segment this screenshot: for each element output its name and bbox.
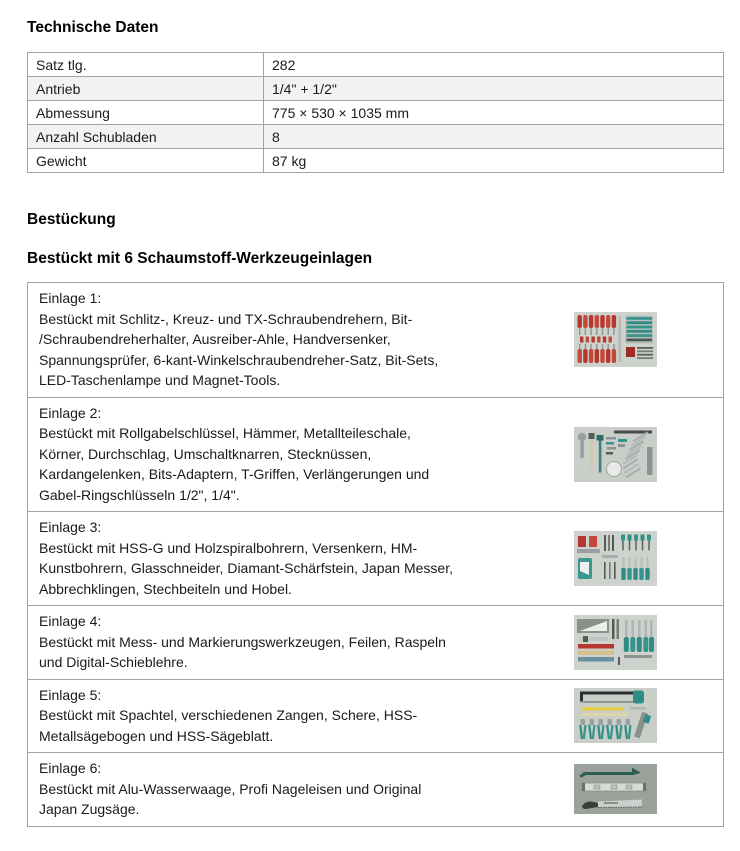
tech-value: 1/4" + 1/2" [272, 80, 337, 97]
einlage-6-text [28, 753, 564, 826]
einlage-1-image [574, 312, 657, 367]
einlage-line: Kunstbohrern, Glasschneider, Diamant-Schärfstein, Japan Messer, [39, 560, 453, 576]
einlage-5-image [574, 688, 657, 743]
saw-pliers-inlay-graphic [574, 688, 657, 743]
einlage-line: Abbrechklingen, Stechbeiteln und Hobel. [39, 580, 292, 597]
tech-row-schubladen [28, 125, 723, 149]
einlage-6-image [574, 764, 657, 814]
einlage-4-image [574, 615, 657, 670]
einlage-line: LED-Taschenlampe und Magnet-Tools. [39, 372, 281, 388]
einlage-title: Einlage 1: [39, 290, 102, 306]
einlage-line: Kardangelenken, Bits-Adaptern, T-Griffen, Verlängerungen und [39, 466, 430, 482]
einlage-1-text [28, 283, 564, 397]
tech-value: 8 [272, 128, 280, 145]
einlage-line: Japan Zugsäge. [39, 801, 140, 817]
level-naileiser-saw-inlay-graphic [574, 764, 657, 814]
tech-label: Anzahl Schubladen [28, 125, 264, 148]
tech-label: Gewicht [28, 149, 264, 172]
einlage-row-2 [28, 398, 723, 513]
einlage-4-text [28, 606, 564, 679]
tech-value: 775 × 530 × 1035 mm [272, 104, 409, 121]
tech-row-antrieb [28, 77, 723, 101]
einlage-row-1 [28, 283, 723, 398]
tech-data-heading: Technische Daten [27, 19, 159, 36]
bestueckung-subheading: Bestückt mit 6 Schaumstoff-Werkzeugeinlagen [27, 250, 373, 267]
tech-value: 282 [272, 56, 296, 73]
einlage-3-text [28, 512, 564, 605]
einlage-title: Einlage 3: [39, 519, 102, 535]
tech-label: Antrieb [28, 77, 264, 100]
einlage-line: Bestückt mit Spachtel, verschiedenen Zangen, Schere, HSS- [39, 707, 418, 723]
einlage-2-text [28, 398, 564, 512]
einlage-title: Einlage 4: [39, 613, 102, 629]
einlage-title: Einlage 2: [39, 404, 102, 421]
einlage-title: Einlage 6: [39, 760, 102, 776]
einlage-row-4 [28, 606, 723, 680]
screwdrivers-inlay-graphic [574, 312, 657, 367]
einlage-row-6 [28, 753, 723, 826]
einlage-line: Bestückt mit Alu-Wasserwaage, Profi Nageleisen und Original [39, 780, 422, 797]
einlage-line: Spannungsprüfer, 6-kant-Winkelschraubendreher-Satz, Bit-Sets, [39, 351, 439, 368]
tech-data-table [27, 52, 724, 173]
einlage-line: Bestückt mit Mess- und Markierungswerkzeugen, Feilen, Raspeln [39, 633, 446, 650]
einlage-line: Bestückt mit HSS-G und Holzspiralbohrern, Versenkern, HM- [39, 539, 418, 556]
drills-chisels-inlay-graphic [574, 531, 657, 586]
tech-row-gewicht [28, 149, 723, 172]
measuring-tools-files-inlay-graphic [574, 615, 657, 670]
einlage-line: Bestückt mit Rollgabelschlüssel, Hämmer, Metallteileschale, [39, 425, 411, 441]
tech-label: Satz tlg. [28, 53, 264, 76]
einlage-line: und Digital-Schieblehre. [39, 654, 188, 670]
hammers-wrenches-inlay-graphic [574, 427, 657, 482]
einlage-row-5 [28, 680, 723, 754]
einlage-5-text [28, 680, 564, 753]
tech-row-abmessung [28, 101, 723, 125]
einlage-line: Körner, Durchschlag, Umschaltknarren, Stecknüssen, [39, 445, 372, 462]
einlage-2-image [574, 427, 657, 482]
einlage-line: /Schraubendreherhalter, Ausreiber-Ahle, Handversenker, [39, 331, 391, 347]
tech-label: Abmessung [28, 101, 264, 124]
einlage-line: Gabel-Ringschlüsseln 1/2", 1/4". [39, 486, 240, 503]
tech-row-satz [28, 53, 723, 77]
bestueckung-heading: Bestückung [27, 211, 116, 228]
einlagen-table [27, 282, 724, 827]
einlage-line: Metallsägebogen und HSS-Sägeblatt. [39, 727, 274, 744]
einlage-3-image [574, 531, 657, 586]
einlage-title: Einlage 5: [39, 686, 102, 703]
einlage-line: Bestückt mit Schlitz-, Kreuz- und TX-Schraubendrehern, Bit- [39, 310, 413, 327]
einlage-row-3 [28, 512, 723, 606]
tech-value: 87 kg [272, 152, 307, 169]
